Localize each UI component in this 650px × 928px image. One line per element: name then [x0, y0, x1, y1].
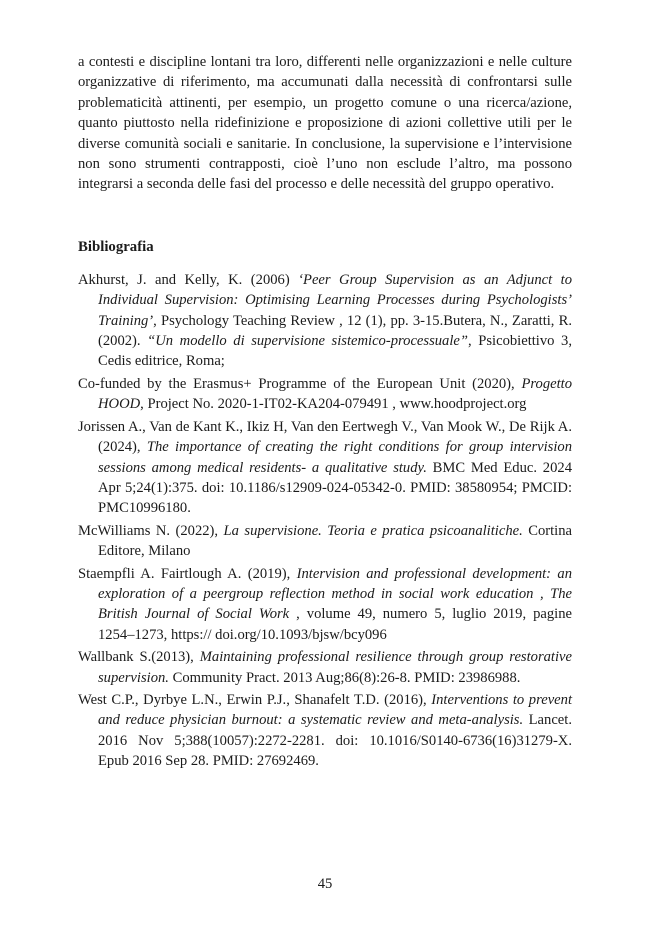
reference-item: Jorissen A., Van de Kant K., Ikiz H, Van den Eertwegh V., Van Mook W., De Rijk A. (2024), The importance of creating the right conditions for group intervision sessions among medical residents- a qualitative study. BMC Med Educ. 2024 Apr 5;24(1):375. doi: 10.1186/s12909-024-05342-0. PMID: 38580954; PMCID: PMC10996180.: [78, 418, 572, 517]
reference-list: [78, 270, 572, 772]
body-paragraph: a contesti e discipline lontani tra loro, differenti nelle organizzazioni e nelle culture organizzative di riferimento, ma accumunati dalla necessità di confrontarsi sulle problematicità attinenti, per esempio, un progetto comune o una ricerca/azione, quanto piuttosto nella ridefinizione e proposizione di azioni collettive utili per le diverse comunità sociali e sanitarie. In conclusione, la supervisione e l’intervisione non sono strumenti contrapposti, cioè l’uno non esclude l’altro, ma possono integrarsi a seconda delle fasi del processo e delle necessità del gruppo operativo.: [78, 54, 572, 193]
reference-item: Akhurst, J. and Kelly, K. (2006) ‘Peer Group Supervision as an Adjunct to Individual Supervision: Optimising Learning Processes during Psychologists’ Training’, Psychology Teaching Review , 12 (1), pp. 3-15.Butera, N., Zaratti, R. (2002). “Un modello di supervisione sistemico-processuale”, Psicobiettivo 3, Cedis editrice, Roma;: [78, 271, 572, 370]
reference-item: Staempfli A. Fairtlough A. (2019), Intervision and professional development: an exploration of a peergroup reflection method in social work education , The British Journal of Social Work , volume 49, numero 5, luglio 2019, pagine 1254–1273, https:// doi.org/10.1093/bjsw/bcy096: [78, 565, 573, 643]
reference-item: McWilliams N. (2022), La supervisione. Teoria e pratica psicoanalitiche. Cortina Editore, Milano: [78, 522, 572, 560]
page-number: 45: [317, 876, 333, 892]
reference-item: Co-funded by the Erasmus+ Programme of the European Unit (2020), Progetto HOOD, Project No. 2020-1-IT02-KA204-079491 , www.hoodproject.org: [78, 375, 572, 413]
reference-item: West C.P., Dyrbye L.N., Erwin P.J., Shanafelt T.D. (2016), Interventions to prevent and reduce physician burnout: a systematic review and meta-analysis. Lancet. 2016 Nov 5;388(10057):2272-2281. doi: 10.1016/S0140-6736(16)31279-X. Epub 2016 Sep 28. PMID: 27692469.: [78, 691, 573, 770]
bibliography-heading: Bibliografia: [78, 238, 154, 255]
reference-item: Wallbank S.(2013), Maintaining professional resilience through group restorative supervision. Community Pract. 2013 Aug;86(8):26-8. PMID: 23986988.: [78, 649, 572, 686]
